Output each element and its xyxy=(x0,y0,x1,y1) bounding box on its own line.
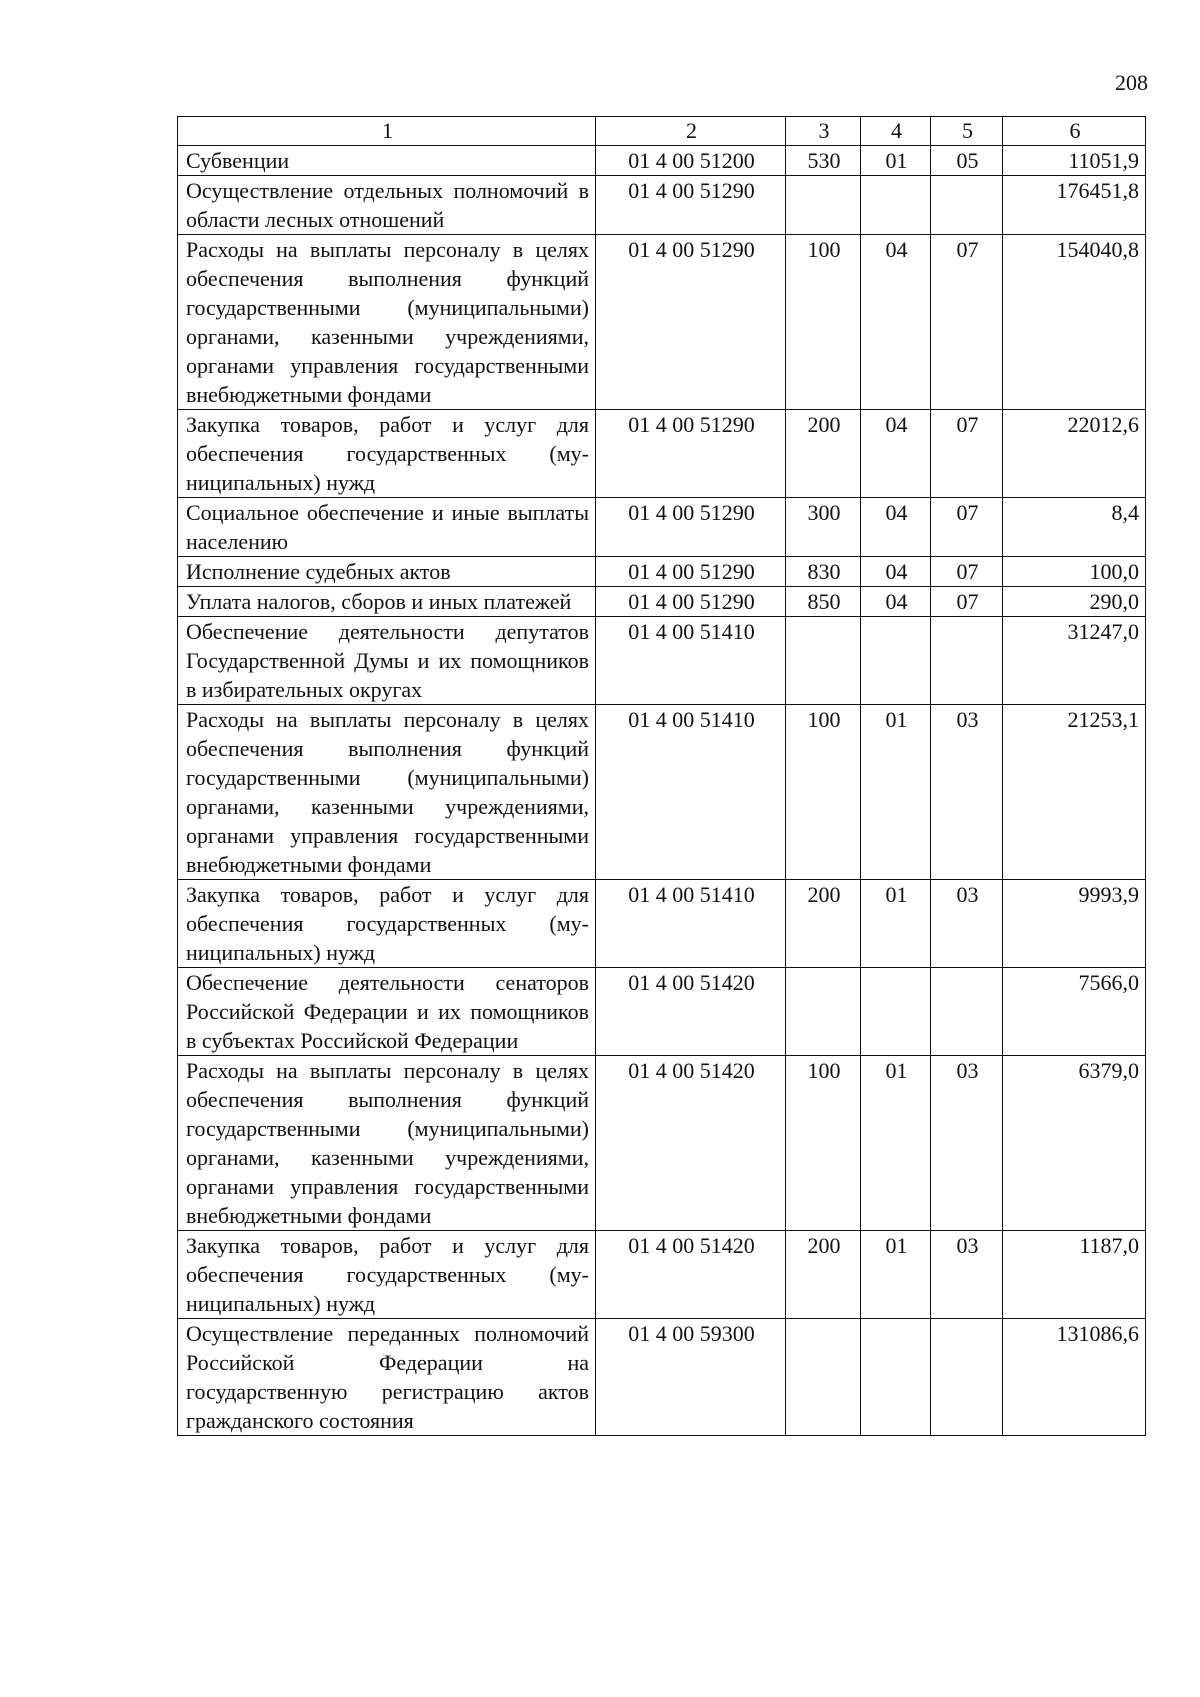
table-row xyxy=(178,968,1146,1056)
row-code-cell: 01 4 00 51290 xyxy=(596,235,786,410)
page-number: 208 xyxy=(1115,70,1148,95)
row-name-cell: Субвенции xyxy=(178,146,596,176)
row-code-cell: 01 4 00 51290 xyxy=(596,587,786,617)
budget-table xyxy=(177,116,1146,1436)
row-section-cell xyxy=(861,617,931,705)
row-expense-type-cell: 100 xyxy=(786,1056,861,1231)
row-name-cell: Расходы на выплаты персоналу в целях обеспечения выполнения функций государственными (муниципальными) органами, казенными учреждениями, органами управления государственными внебюджетными фондами xyxy=(178,1056,596,1231)
row-subsection-cell: 03 xyxy=(931,1231,1003,1319)
column-header-3: 3 xyxy=(786,117,861,146)
row-name-cell: Осуществление переданных полномочий Российской Федерации на государственную регистрацию актов гражданского состояния xyxy=(178,1319,596,1436)
row-subsection-cell xyxy=(931,176,1003,235)
row-expense-type-cell xyxy=(786,1319,861,1436)
table-row xyxy=(178,705,1146,880)
row-amount-cell: 11051,9 xyxy=(1003,146,1146,176)
row-section-cell: 01 xyxy=(861,1056,931,1231)
row-amount-cell: 1187,0 xyxy=(1003,1231,1146,1319)
row-amount-cell: 176451,8 xyxy=(1003,176,1146,235)
column-header-6: 6 xyxy=(1003,117,1146,146)
table-row xyxy=(178,235,1146,410)
row-expense-type-cell xyxy=(786,176,861,235)
row-subsection-cell: 07 xyxy=(931,410,1003,498)
row-code-cell: 01 4 00 51290 xyxy=(596,176,786,235)
header-row xyxy=(178,117,1146,146)
row-subsection-cell: 07 xyxy=(931,587,1003,617)
row-code-cell: 01 4 00 51410 xyxy=(596,617,786,705)
row-code-cell: 01 4 00 51200 xyxy=(596,146,786,176)
row-section-cell: 01 xyxy=(861,1231,931,1319)
row-amount-cell: 154040,8 xyxy=(1003,235,1146,410)
row-section-cell xyxy=(861,968,931,1056)
row-expense-type-cell: 200 xyxy=(786,410,861,498)
column-header-2: 2 xyxy=(596,117,786,146)
table-row xyxy=(178,1231,1146,1319)
row-section-cell: 04 xyxy=(861,235,931,410)
row-section-cell: 04 xyxy=(861,587,931,617)
row-section-cell: 01 xyxy=(861,705,931,880)
column-header-5: 5 xyxy=(931,117,1003,146)
row-amount-cell: 21253,1 xyxy=(1003,705,1146,880)
row-subsection-cell: 05 xyxy=(931,146,1003,176)
row-amount-cell: 7566,0 xyxy=(1003,968,1146,1056)
row-section-cell: 01 xyxy=(861,880,931,968)
table-row xyxy=(178,1056,1146,1231)
row-section-cell xyxy=(861,1319,931,1436)
row-section-cell: 01 xyxy=(861,146,931,176)
row-code-cell: 01 4 00 51420 xyxy=(596,1056,786,1231)
row-section-cell: 04 xyxy=(861,410,931,498)
column-header-1: 1 xyxy=(178,117,596,146)
row-name-cell: Обеспечение деятельности сенаторов Российской Федерации и их помощников в субъектах Российской Федерации xyxy=(178,968,596,1056)
row-code-cell: 01 4 00 51290 xyxy=(596,498,786,557)
table-row xyxy=(178,176,1146,235)
row-expense-type-cell: 100 xyxy=(786,235,861,410)
table-row xyxy=(178,557,1146,587)
row-name-cell: Закупка товаров, работ и услуг для обеспечения государственных (муниципальных) нужд xyxy=(178,1231,596,1319)
row-code-cell: 01 4 00 51420 xyxy=(596,968,786,1056)
table-row xyxy=(178,1319,1146,1436)
row-code-cell: 01 4 00 51290 xyxy=(596,410,786,498)
row-name-cell: Уплата налогов, сборов и иных платежей xyxy=(178,587,596,617)
row-amount-cell: 290,0 xyxy=(1003,587,1146,617)
row-amount-cell: 100,0 xyxy=(1003,557,1146,587)
row-subsection-cell: 07 xyxy=(931,557,1003,587)
row-name-cell: Обеспечение деятельности депутатов Государственной Думы и их помощников в избирательных округах xyxy=(178,617,596,705)
row-expense-type-cell xyxy=(786,968,861,1056)
column-header-4: 4 xyxy=(861,117,931,146)
row-name-cell: Закупка товаров, работ и услуг для обеспечения государственных (муниципальных) нужд xyxy=(178,880,596,968)
row-subsection-cell: 07 xyxy=(931,235,1003,410)
row-expense-type-cell: 300 xyxy=(786,498,861,557)
row-subsection-cell: 03 xyxy=(931,1056,1003,1231)
row-subsection-cell xyxy=(931,617,1003,705)
table-row xyxy=(178,410,1146,498)
row-name-cell: Социальное обеспечение и иные выплаты населению xyxy=(178,498,596,557)
row-amount-cell: 9993,9 xyxy=(1003,880,1146,968)
row-section-cell: 04 xyxy=(861,557,931,587)
table-header xyxy=(178,117,1146,146)
row-subsection-cell: 03 xyxy=(931,705,1003,880)
row-code-cell: 01 4 00 51410 xyxy=(596,705,786,880)
row-name-cell: Осуществление отдельных полномочий в области лесных отношений xyxy=(178,176,596,235)
row-section-cell xyxy=(861,176,931,235)
row-subsection-cell xyxy=(931,1319,1003,1436)
row-code-cell: 01 4 00 59300 xyxy=(596,1319,786,1436)
table-body xyxy=(178,146,1146,1436)
row-name-cell: Расходы на выплаты персоналу в целях обеспечения выполнения функций государственными (муниципальными) органами, казенными учреждениями, органами управления государственными внебюджетными фондами xyxy=(178,235,596,410)
table-row xyxy=(178,146,1146,176)
row-expense-type-cell: 100 xyxy=(786,705,861,880)
row-amount-cell: 6379,0 xyxy=(1003,1056,1146,1231)
row-expense-type-cell: 530 xyxy=(786,146,861,176)
row-subsection-cell xyxy=(931,968,1003,1056)
row-section-cell: 04 xyxy=(861,498,931,557)
row-amount-cell: 22012,6 xyxy=(1003,410,1146,498)
row-name-cell: Расходы на выплаты персоналу в целях обеспечения выполнения функций государственными (муниципальными) органами, казенными учреждениями, органами управления государственными внебюджетными фондами xyxy=(178,705,596,880)
row-code-cell: 01 4 00 51410 xyxy=(596,880,786,968)
row-amount-cell: 131086,6 xyxy=(1003,1319,1146,1436)
table-row xyxy=(178,587,1146,617)
row-name-cell: Исполнение судебных актов xyxy=(178,557,596,587)
row-subsection-cell: 07 xyxy=(931,498,1003,557)
row-subsection-cell: 03 xyxy=(931,880,1003,968)
row-expense-type-cell: 200 xyxy=(786,1231,861,1319)
row-amount-cell: 8,4 xyxy=(1003,498,1146,557)
row-expense-type-cell: 200 xyxy=(786,880,861,968)
row-name-cell: Закупка товаров, работ и услуг для обеспечения государственных (муниципальных) нужд xyxy=(178,410,596,498)
table-row xyxy=(178,498,1146,557)
row-amount-cell: 31247,0 xyxy=(1003,617,1146,705)
row-code-cell: 01 4 00 51420 xyxy=(596,1231,786,1319)
table-row xyxy=(178,880,1146,968)
row-expense-type-cell xyxy=(786,617,861,705)
row-expense-type-cell: 830 xyxy=(786,557,861,587)
table-row xyxy=(178,617,1146,705)
row-expense-type-cell: 850 xyxy=(786,587,861,617)
row-code-cell: 01 4 00 51290 xyxy=(596,557,786,587)
